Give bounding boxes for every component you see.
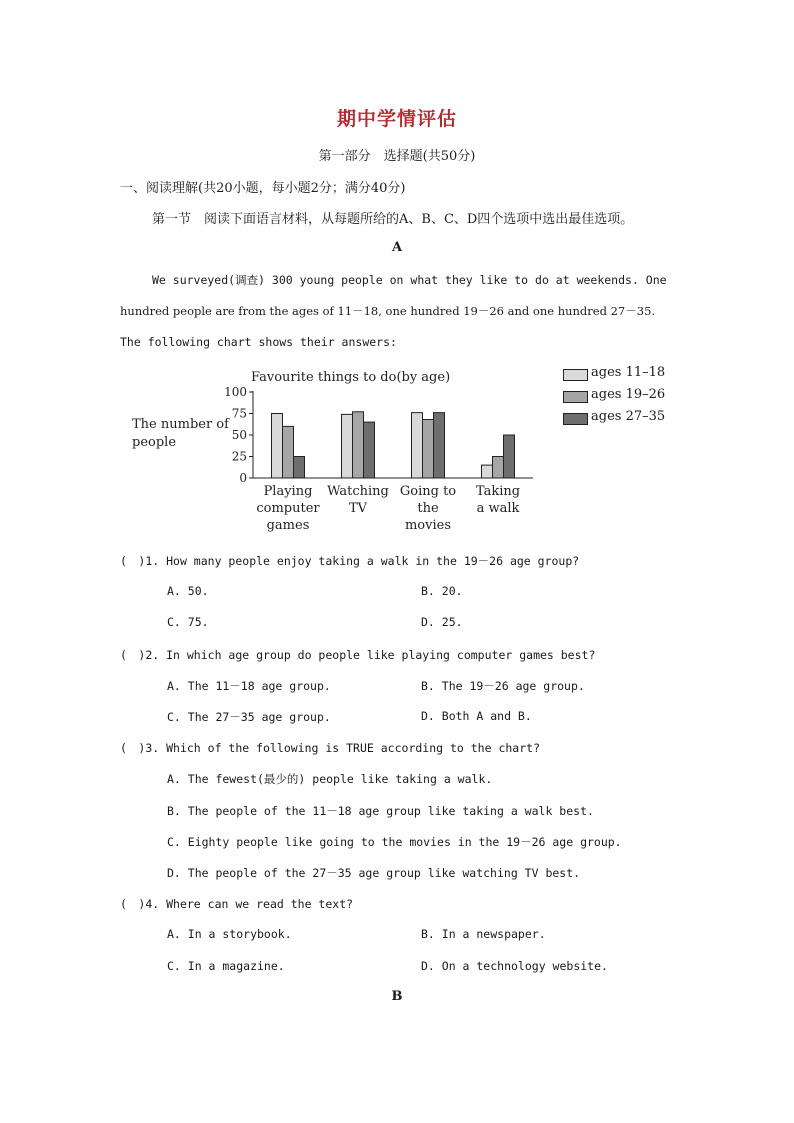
bar bbox=[434, 413, 445, 478]
bar bbox=[342, 414, 353, 478]
x-tick-label: Watching bbox=[327, 484, 389, 499]
bar bbox=[364, 422, 375, 478]
bar bbox=[493, 457, 504, 479]
option: C. 75. bbox=[167, 615, 209, 629]
option: A. In a storybook. bbox=[167, 927, 292, 941]
option: D. 25. bbox=[421, 615, 463, 629]
intro-line: hundred people are from the ages of 11－18, one hundred 19－26 and one hundred 27－35. bbox=[120, 304, 656, 318]
question-stem: ( )3. Which of the following is TRUE according to the chart? bbox=[120, 741, 540, 755]
option: B. 20. bbox=[421, 584, 463, 598]
option: C. The 27－35 age group. bbox=[167, 710, 331, 724]
bar bbox=[272, 414, 283, 479]
option: A. 50. bbox=[167, 584, 209, 598]
x-tick-label: games bbox=[266, 518, 310, 533]
option: C. In a magazine. bbox=[167, 959, 285, 973]
x-tick-label: a walk bbox=[476, 501, 520, 516]
legend-swatch bbox=[563, 391, 588, 403]
question-stem: ( )1. How many people enjoy taking a walk in the 19－26 age group? bbox=[120, 554, 580, 568]
page-title: 期中学情评估 bbox=[336, 108, 457, 130]
y-tick-label: 25 bbox=[231, 449, 247, 464]
legend-swatch bbox=[563, 369, 588, 381]
part-heading: 第一部分 选择题(共50分) bbox=[318, 149, 476, 164]
option: D. On a technology website. bbox=[421, 959, 608, 973]
y-tick-label: 50 bbox=[231, 428, 247, 442]
bar-chart bbox=[120, 360, 560, 540]
option: B. In a newspaper. bbox=[421, 927, 546, 941]
y-axis-label: people bbox=[132, 435, 177, 450]
legend-entry: ages 11–18 bbox=[591, 365, 666, 380]
bar bbox=[423, 420, 434, 478]
x-tick-label: TV bbox=[348, 501, 368, 516]
option: A. The 11－18 age group. bbox=[167, 679, 331, 693]
bar bbox=[353, 412, 364, 478]
option: A. The fewest(最少的) people like taking a walk. bbox=[167, 772, 493, 786]
x-tick-label: Taking bbox=[475, 484, 521, 499]
instructions: 第一节 阅读下面语言材料，从每题所给的A、B、C、D四个选项中选出最佳选项。 bbox=[152, 212, 634, 227]
bar bbox=[412, 413, 423, 478]
option: D. Both A and B. bbox=[421, 709, 532, 723]
legend-entry: ages 27–35 bbox=[591, 409, 666, 424]
y-axis-label: The number of bbox=[132, 417, 229, 432]
y-tick-label: 100 bbox=[224, 385, 247, 399]
option: B. The people of the 11－18 age group like taking a walk best. bbox=[167, 804, 594, 818]
plot-area bbox=[224, 385, 533, 533]
option: D. The people of the 27－35 age group like watching TV best. bbox=[167, 866, 581, 880]
x-tick-label: Going to bbox=[399, 484, 457, 499]
x-tick-label: the bbox=[417, 501, 439, 516]
x-tick-label: movies bbox=[404, 518, 452, 533]
bar bbox=[283, 426, 294, 478]
x-tick-label: computer bbox=[256, 501, 320, 516]
question-stem: ( )4. Where can we read the text? bbox=[120, 897, 354, 911]
y-tick-label: 75 bbox=[231, 406, 247, 421]
x-tick-label: Playing bbox=[263, 484, 313, 499]
bar bbox=[482, 465, 493, 478]
option: C. Eighty people like going to the movies in the 19－26 age group. bbox=[167, 835, 622, 849]
chart-title: Favourite things to do(by age) bbox=[251, 370, 451, 385]
legend-entry: ages 19–26 bbox=[591, 387, 666, 402]
passage-b-label: B bbox=[391, 989, 403, 1004]
bar bbox=[294, 457, 305, 479]
question-stem: ( )2. In which age group do people like playing computer games best? bbox=[120, 648, 596, 662]
option: B. The 19－26 age group. bbox=[421, 679, 585, 693]
legend-swatch bbox=[563, 413, 588, 425]
y-tick-label: 0 bbox=[239, 471, 247, 485]
bar bbox=[504, 435, 515, 478]
intro-line: We surveyed(调查) 300 young people on what they like to do at weekends. One bbox=[152, 273, 667, 287]
intro-line: The following chart shows their answers: bbox=[120, 335, 397, 349]
section-heading: 一、阅读理解(共20小题，每小题2分；满分40分) bbox=[120, 181, 406, 196]
passage-a-label: A bbox=[391, 240, 403, 255]
